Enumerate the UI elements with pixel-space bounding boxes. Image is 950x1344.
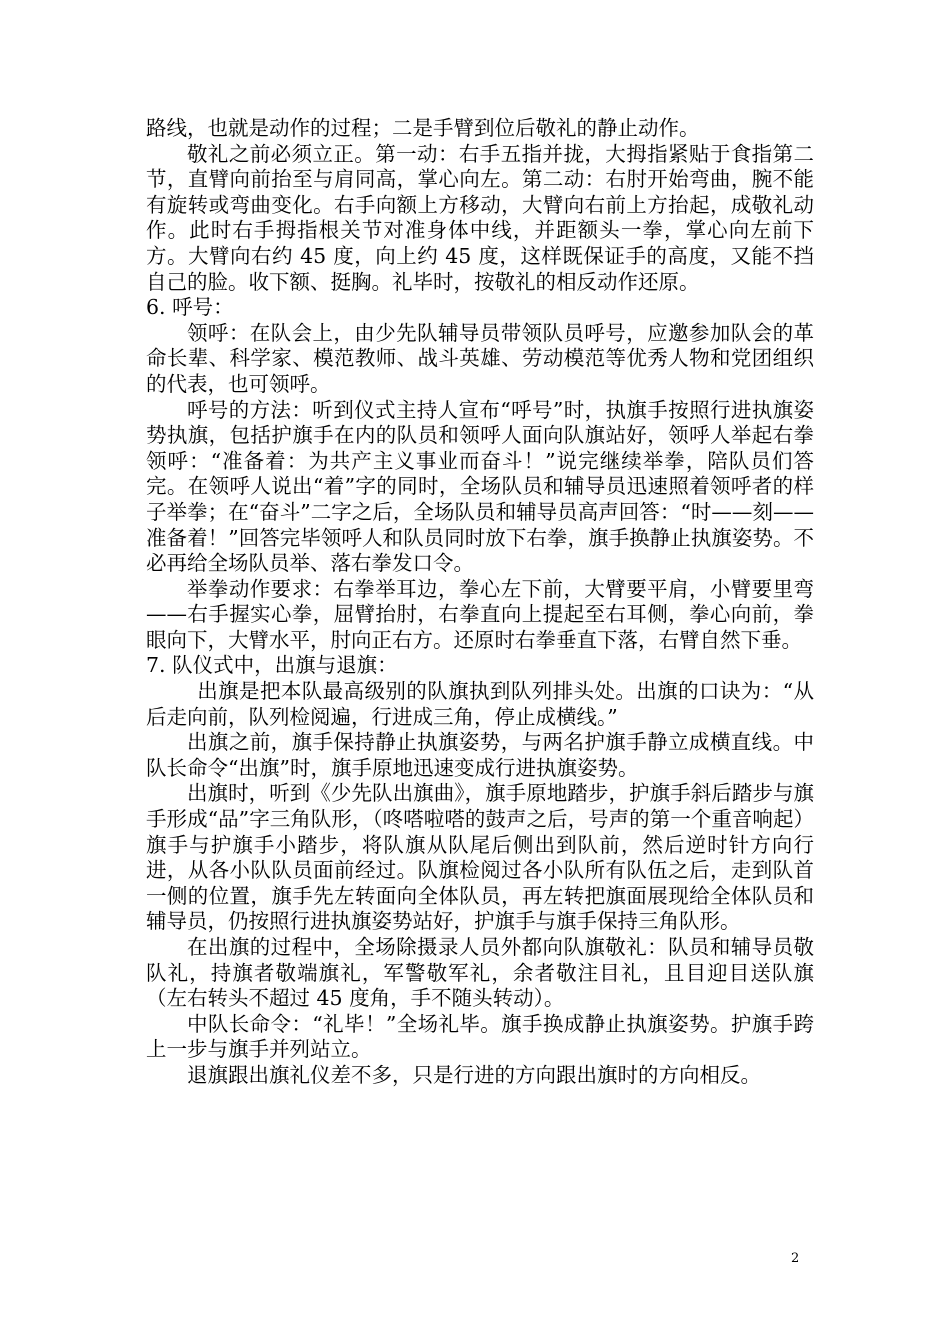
paragraph-12: 中队长命令：“礼毕！”全场礼毕。旗手换成静止执旗姿势。护旗手跨上一步与旗手并列站立。 [146,1011,814,1062]
paragraph-10: 出旗时，听到《少先队出旗曲》，旗手原地踏步，护旗手斜后踏步与旗手形成“品”字三角队形，（咚嗒啦嗒的鼓声之后，号声的第一个重音响起）旗手与护旗手小踏步，将队旗从队尾后侧出到队前，然后逆时针方向行进，从各小队队员面前经过。队旗检阅过各小队所有队伍之后，走到队首一侧的位置，旗手先左转面向全体队员，再左转把旗面展现给全体队员和辅导员，仍按照行进执旗姿势站好，护旗手与旗手保持三角队形。 [146,781,814,934]
section-heading-7: 7. 队仪式中，出旗与退旗： [146,653,398,678]
section-heading-6: 6. 呼号： [146,295,234,320]
paragraph-5: 呼号的方法：听到仪式主持人宣布“呼号”时，执旗手按照行进执旗姿势执旗，包括护旗手在内的队员和领呼人面向队旗站好，领呼人举起右拳领呼：“准备着：为共产主义事业而奋斗！”说完继续举拳，陪队员们答完。在领呼人说出“着”字的同时，全场队员和辅导员迅速照着领呼者的样子举拳；在“奋斗”二字之后，全场队员和辅导员高声回答：“时——刻——准备着！”回答完毕领呼人和队员同时放下右拳，旗手换静止执旗姿势。不必再给全场队员举、落右拳发口令。 [146,397,814,576]
paragraph-2: 敬礼之前必须立正。第一动：右手五指并拢，大拇指紧贴于食指第二节，直臂向前抬至与肩同高，掌心向左。第二动：右肘开始弯曲，腕不能有旋转或弯曲变化。右手向额上方移动，大臂向右前上方抬起，成敬礼动作。此时右手拇指根关节对准身体中线，并距额头一拳，掌心向左前下方。大臂向右约 45 度，向上约 45 度，这样既保证手的高度，又能不挡自己的脸。收下额、挺胸。礼毕时，按敬礼的相反动作还原。 [146,141,814,294]
paragraph-9: 出旗之前，旗手保持静止执旗姿势，与两名护旗手静立成横直线。中队长命令“出旗”时，旗手原地迅速变成行进执旗姿势。 [146,730,814,780]
paragraph-11: 在出旗的过程中，全场除摄录人员外都向队旗敬礼：队员和辅导员敬队礼，持旗者敬端旗礼，军警敬军礼，余者敬注目礼，且目迎目送队旗（左右转头不超过 45 度角，手不随头转动）。 [146,935,814,1011]
paragraph-6: 举拳动作要求：右拳举耳边，拳心左下前，大臂要平肩，小臂要里弯——右手握实心拳，屈臂抬肘，右拳直向上提起至右耳侧，拳心向前，拳眼向下，大臂水平，肘向正右方。还原时右拳垂直下落，右臂自然下垂。 [146,576,814,652]
paragraph-4: 领呼：在队会上，由少先队辅导员带领队员呼号，应邀参加队会的革命长辈、科学家、模范教师、战斗英雄、劳动模范等优秀人物和党团组织的代表，也可领呼。 [146,320,814,396]
paragraph-1: 路线，也就是动作的过程；二是手臂到位后敬礼的静止动作。 [146,116,700,140]
document-body [146,116,814,1089]
paragraph-13: 退旗跟出旗礼仪差不多，只是行进的方向跟出旗时的方向相反。 [187,1062,761,1087]
paragraph-8: 出旗是把本队最高级别的队旗执到队列排头处。出旗的口诀为：“从后走向前，队列检阅遍，行进成三角，停止成横线。” [146,679,814,729]
page-number: 2 [791,1251,800,1266]
